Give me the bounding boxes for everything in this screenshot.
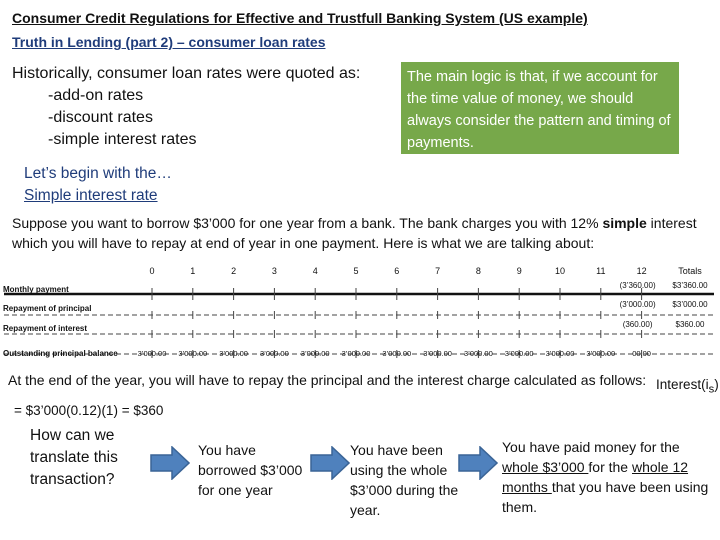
period-label: 3: [271, 266, 277, 276]
formula-pre: Interest(i: [656, 377, 709, 392]
balance-label: Outstanding principal balance: [3, 349, 118, 358]
period-label: 7: [435, 266, 441, 276]
period-label: 9: [516, 266, 522, 276]
step3-text-b: for the: [588, 459, 632, 475]
period-label: 6: [394, 266, 400, 276]
row-value-period-12: (3’360.00): [619, 281, 656, 290]
balance-value: 3’000.00: [545, 349, 575, 358]
row-label: Monthly payment: [3, 285, 69, 294]
conclusion-block: [8, 370, 719, 418]
period-label: 0: [149, 266, 155, 276]
flow-step-paid: [502, 437, 712, 517]
formula-post: ) = $3’000(0.12)(1) = $360: [14, 377, 719, 418]
balance-value: 3’000.00: [300, 349, 330, 358]
intro-item-addon: -add-on rates: [48, 87, 144, 104]
step3-text-a: You have paid money for the: [502, 439, 680, 455]
period-label: 5: [353, 266, 359, 276]
balance-value: 3’000.00: [260, 349, 289, 358]
balance-value: 3’000.00: [341, 349, 371, 358]
conclusion-text: At the end of the year, you will have to repay the principal and the interest charge calculated as follows:: [8, 372, 647, 388]
balance-value: 3’000.00: [178, 349, 208, 358]
flow-question: How can we translate this transaction?: [30, 427, 118, 488]
begin-block: [24, 163, 172, 207]
step3-underline-principal: whole $3’000: [502, 459, 589, 475]
intro-block: [12, 63, 360, 151]
period-label: 2: [231, 266, 237, 276]
period-label: 1: [190, 266, 196, 276]
row-label: Repayment of interest: [3, 324, 88, 333]
row-total: $3’360.00: [672, 281, 708, 290]
totals-header: Totals: [678, 266, 702, 276]
row-label: Repayment of principal: [3, 304, 92, 313]
begin-line: Let’s begin with the…: [24, 165, 172, 182]
step3-text-c: that you have been using them.: [502, 479, 709, 515]
balance-value: 3’000.00: [504, 349, 534, 358]
period-label: 10: [554, 266, 566, 276]
balance-value: 3’000.00: [423, 349, 452, 358]
period-label: 12: [636, 266, 647, 276]
balance-value: 3’000.00: [586, 349, 616, 358]
balance-value: 3’000.00: [382, 349, 412, 358]
scenario-paragraph: [12, 213, 712, 253]
intro-item-simple: -simple interest rates: [48, 131, 197, 148]
intro-lead: Historically, consumer loan rates were quoted as:: [12, 65, 361, 82]
balance-value: 00.00: [632, 349, 651, 358]
simple-interest-link[interactable]: Simple interest rate: [24, 187, 158, 204]
formula-sub: s: [708, 383, 715, 396]
flow-step-borrowed: You have borrowed $3’000 for one year: [198, 442, 303, 498]
row-value-period-12: (3’000.00): [619, 300, 656, 309]
step3-underline-months: whole 12 months: [502, 459, 689, 495]
period-label: 4: [312, 266, 318, 276]
logic-callout: The main logic is that, if we account for the time value of money, we should always consider the pattern and timing of payments.: [401, 62, 679, 154]
row-value-period-12: (360.00): [622, 320, 653, 329]
period-label: 11: [596, 266, 606, 276]
scenario-part1: Suppose you want to borrow $3’000 for one year from a bank. The bank charges you with 12%: [12, 215, 603, 231]
row-total: $3’000.00: [672, 300, 708, 309]
scenario-part2: interest which you will have to repay at end of year in one payment. Here is what we are talking about:: [12, 215, 697, 251]
scenario-bold: simple: [602, 215, 647, 231]
balance-value: 3’000.00: [219, 349, 248, 358]
slide-title: Consumer Credit Regulations for Effective and Trustfull Banking System (US example): [12, 10, 588, 26]
cash-flow-timeline: [0, 262, 720, 366]
period-label: 8: [475, 266, 481, 276]
intro-item-discount: -discount rates: [48, 109, 153, 126]
flow-step-using: You have been using the whole $3’000 during the year.: [350, 442, 459, 518]
balance-value: 3’000.00: [464, 349, 493, 358]
right-arrow-icon: [150, 446, 190, 480]
balance-value: 3’000.00: [137, 349, 167, 358]
slide-subtitle: Truth in Lending (part 2) – consumer loan rates: [12, 34, 326, 50]
row-total: $360.00: [675, 320, 705, 329]
